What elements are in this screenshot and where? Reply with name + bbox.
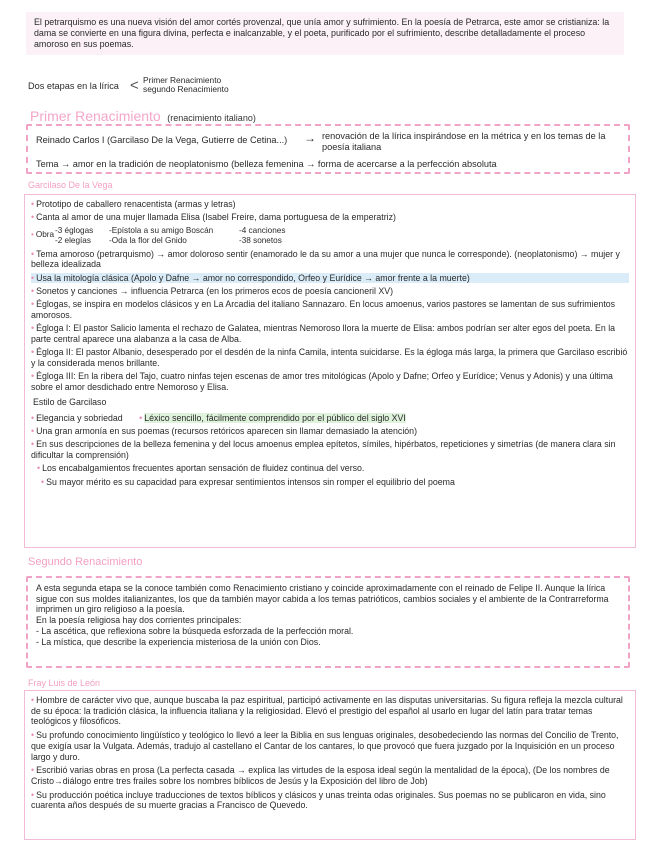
tema-text: Tema → amor en la tradición de neoplatonismo (belleza femenina → forma de acercarse a la perfección absoluta (36, 159, 497, 170)
list-item: • Canta al amor de una mujer llamada Elisa (Isabel Freire, dama portuguesa de la emperatriz) (31, 212, 396, 223)
reinado-text: Reinado Carlos I (Garcilaso De la Vega, Gutierre de Cetina...) (36, 135, 288, 145)
etapas-line (28, 74, 288, 96)
obra-label: • Obra (31, 229, 55, 239)
primer-heading (30, 108, 256, 125)
list-item: • Su mayor mérito es su capacidad para expresar sentimientos intensos sin romper el equilibrio del poema (41, 476, 455, 487)
list-item: • Los encabalgamientos frecuentes aportan sensación de fluidez continua del verso. (37, 463, 365, 474)
intro-paragraph (26, 12, 624, 55)
renovacion-text: renovación de la lírica inspirándose en la métrica y en los temas de la poesía italiana (322, 131, 606, 153)
list-item: • Prototipo de caballero renacentista (armas y letras) (31, 199, 236, 209)
bracket-arrow-icon: < (130, 77, 139, 94)
bullet-icon: • (139, 412, 143, 423)
segundo-title: Segundo Renacimiento (28, 556, 143, 568)
list-item: • Elegancia y sobriedad • Léxico sencillo, fácilmente comprendido por el público del siglo XVI (31, 412, 406, 423)
etapa-item-2: segundo Renacimiento (143, 84, 229, 94)
list-item: • Su profundo conocimiento lingüístico y teológico lo llevó a leer la Biblia en sus lenguas originales, desobedeciendo las normas del Concilio de Trento, que exigía usar la Vulgata. Además, tradujo al castellano el Cantar de los cantares, lo que provocó que fuera juzgado por la Inquisición en un proceso largo y duro. (31, 730, 619, 762)
segundo-box (26, 576, 630, 668)
fray-title: Fray Luis de León (28, 678, 101, 688)
arrow-right-icon: → (304, 131, 316, 145)
segundo-paragraph: - La mística, que describe la experiencia misteriosa de la unión con Dios. (36, 636, 321, 647)
fray-box (24, 690, 636, 840)
bullet-icon: • (31, 730, 35, 741)
bullet-icon: • (31, 299, 35, 310)
obra-col-2: -Epístola a su amigo Boscán -Oda la flor del Gnido (109, 225, 214, 245)
list-item: • Égloga III: En la ribera del Tajo, cuatro ninfas tejen escenas de amor tres mitológicas (Apolo y Dafne; Orfeo y Eurídice; Venus y Adonis) y una última sobre el amor desdichado entre Nemoroso y Elisa. (31, 371, 613, 393)
obra-list (31, 226, 629, 246)
list-item: • Su producción poética incluye traducciones de textos bíblicos y clásicos y unas treinta odas originales. Sus poemas no se publicaron en vida, sino cuarenta años después de su muerte gracias a Francisco de Quevedo. (31, 789, 606, 811)
bullet-icon: • (31, 695, 35, 705)
bullet-icon: • (31, 212, 35, 223)
bullet-icon: • (31, 323, 35, 334)
garcilaso-box (24, 194, 636, 548)
list-item: • Escribió varias obras en prosa (La perfecta casada → explica las virtudes de la esposa ideal según la mentalidad de la época), (De los nombres de Cristo→diálogo entre tres frailes sobre los nombres bíblicos de Jesús y la Exposición del libro de Job) (31, 765, 610, 787)
segundo-paragraph: En la poesía religiosa hay dos corrientes principales: (36, 615, 242, 626)
bullet-icon: • (31, 439, 35, 450)
bullet-icon: • (31, 199, 35, 209)
primer-box (26, 124, 630, 174)
list-item: • Égloga I: El pastor Salicio lamenta el rechazo de Galatea, mientras Nemoroso llora la muerte de Elisa: ambos podrían ser alter egos del poeta. En la parte central aparece una alabanza a la casa de Alba. (31, 323, 616, 345)
primer-title: Primer Renacimiento (30, 108, 161, 124)
bullet-icon: • (31, 765, 35, 776)
bullet-icon: • (31, 425, 35, 436)
primer-subtitle: (renacimiento italiano) (167, 113, 256, 123)
list-item: • Égloga II: El pastor Albanio, desesperado por el desdén de la ninfa Camila, intenta suicidarse. Es la égloga más larga, la primera que Garcilaso escribió y la considerada menos brillante. (31, 347, 628, 369)
list-item: • Sonetos y canciones → influencia Petrarca (en los primeros ecos de poesía cancioneril XV) (31, 285, 394, 296)
etapas-label: Dos etapas en la lírica (28, 81, 119, 91)
intro-text: El petrarquismo es una nueva visión del amor cortés provenzal, que unía amor y sufrimiento. En la poesía de Petrarca, este amor se cristianiza: la dama se convierte en una figura divina, perfecta e inalcanzable, y el poeta, purificado por el sufrimiento, describe detalladamente el proceso amoroso en sus poemas. (34, 17, 610, 49)
bullet-icon: • (31, 285, 35, 296)
bullet-icon: • (31, 371, 35, 382)
bullet-icon: • (31, 272, 35, 283)
segundo-paragraph: - La ascética, que reflexiona sobre la búsqueda esforzada de la perfección moral. (36, 625, 354, 636)
list-item: • Hombre de carácter vivo que, aunque buscaba la paz espiritual, participó activamente en las disputas universitarias. Su figura refleja la mezcla cultural de su época: la tradición clásica, la influencia italiana y la religiosidad. Elevó el prestigio del español al usarlo en lugar del latín para tratar temas teológicos y filosóficos. (31, 695, 623, 727)
bullet-icon: • (41, 476, 45, 487)
etapa-item-1: Primer Renacimiento (143, 75, 222, 85)
obra-col-3: -4 canciones -38 sonetos (239, 225, 286, 245)
segundo-paragraph: A esta segunda etapa se la conoce también como Renacimiento cristiano y coincide aproximadamente con el reinado de Felipe II. Aunque la lírica sigue con sus moldes italianizantes, los que da también mayor cabida a los temas patrióticos, cambios sociales y el ambiente de la Contrarreforma imprimen un giro religioso a la poesía. (36, 583, 609, 615)
bullet-icon: • (31, 789, 35, 800)
list-item: • Una gran armonía en sus poemas (recursos retóricos aparecen sin llamar demasiado la atención) (31, 425, 417, 436)
primer-row-1 (36, 131, 620, 153)
bullet-icon: • (31, 412, 35, 423)
list-item: • Usa la mitología clásica (Apolo y Dafne → amor no correspondido, Orfeo y Eurídice → amor frente a la muerte) (31, 273, 629, 284)
list-item: • Tema amoroso (petrarquismo) → amor doloroso sentir (enamorado le da su amor a una mujer que nunca le corresponde). (neoplatonismo) → mujer y belleza idealizada (31, 248, 620, 270)
estilo-subtitle: Estilo de Garcilaso (33, 396, 107, 407)
garcilaso-title: Garcilaso De la Vega (28, 180, 113, 190)
bullet-icon: • (31, 248, 35, 259)
list-item: • Églogas, se inspira en modelos clásicos y en La Arcadia del italiano Sannazaro. En locus amoenus, varios pastores se lamentan de sus sufrimientos amorosos. (31, 299, 616, 320)
list-item: • En sus descripciones de la belleza femenina y del locus amoenus emplea epítetos, símiles, hipérbatos, repeticiones y simetrías (de manera clara sin dificultar la comprensión) (31, 439, 616, 460)
bullet-icon: • (31, 347, 35, 358)
bullet-icon: • (37, 463, 41, 474)
obra-col-1: -3 églogas -2 elegías (55, 225, 94, 245)
